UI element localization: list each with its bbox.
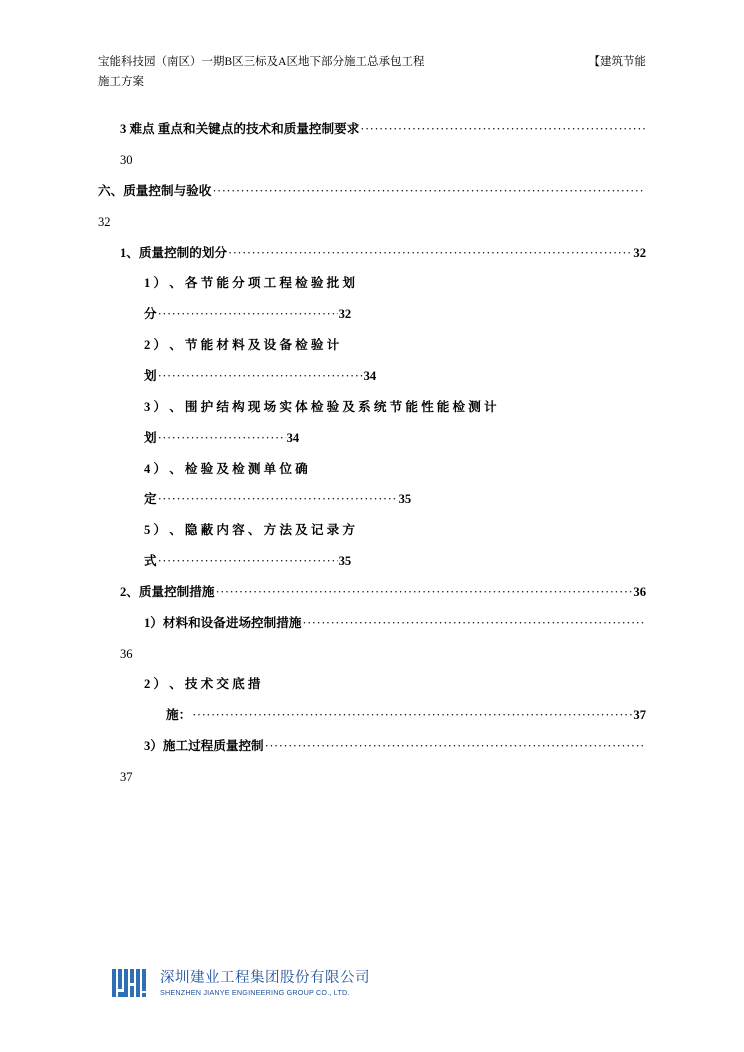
toc-entry[interactable] xyxy=(144,268,646,330)
toc-leader-dots xyxy=(192,700,632,731)
header-title-line2: 施工方案 xyxy=(98,76,144,89)
toc-entry-page: 37 xyxy=(633,708,646,723)
toc-entry-label: 1 ） 、 各 节 能 分 项 工 程 检 验 批 划 xyxy=(144,276,355,291)
footer-logo xyxy=(110,966,370,1000)
toc-entry-page: 34 xyxy=(363,369,377,383)
header-title xyxy=(98,52,424,92)
toc-entry-page: 32 xyxy=(633,245,646,260)
footer-company xyxy=(160,969,370,997)
toc-entry-page: 30 xyxy=(120,153,133,168)
toc-leader-dots xyxy=(215,577,632,608)
toc-entry[interactable] xyxy=(144,669,646,731)
toc-entry-page: 35 xyxy=(398,492,412,507)
toc-entry-label: 5 ） 、 隐 蔽 内 容 、 方 法 及 记 录 方 xyxy=(144,523,355,538)
company-logo-icon xyxy=(110,966,152,1000)
toc-entry-label: 3）施工过程质量控制 xyxy=(144,739,264,754)
footer-company-cn: 深圳建业工程集团股份有限公司 xyxy=(160,969,370,986)
toc-entry-label: 1、质量控制的划分 xyxy=(120,245,228,260)
toc-leader-dots xyxy=(302,608,645,639)
toc-entry-label-cont: 分 xyxy=(144,307,157,322)
toc-leader-dots xyxy=(158,361,363,392)
toc-entry-label: 2 ） 、 节 能 材 料 及 设 备 检 验 计 xyxy=(144,338,340,353)
toc-entry-label-cont: 施： xyxy=(166,708,192,723)
toc-entry-page: 36 xyxy=(633,584,646,599)
toc-entry-label-cont: 划 xyxy=(144,430,157,445)
toc-entry[interactable] xyxy=(144,515,646,577)
toc-entry-label: 4 ） 、 检 验 及 检 测 单 位 确 xyxy=(144,461,308,476)
toc-leader-dots xyxy=(158,546,338,577)
toc-leader-dots xyxy=(158,423,286,454)
toc-entry-page: 36 xyxy=(120,646,133,661)
header-title-line1: 宝能科技园（南区）一期B区三标及A区地下部分施工总承包工程 xyxy=(98,56,425,68)
page-content xyxy=(98,52,646,793)
toc-entry-page: 37 xyxy=(120,769,133,784)
toc-entry[interactable] xyxy=(144,392,646,454)
footer-company-en: SHENZHEN JIANYE ENGINEERING GROUP CO., LTD. xyxy=(160,987,350,997)
toc-entry[interactable] xyxy=(120,608,646,670)
toc-entry[interactable] xyxy=(120,577,646,608)
toc-entry-page: 32 xyxy=(98,214,111,229)
toc-entry-page: 34 xyxy=(286,430,300,445)
toc-entry-label: 2、质量控制措施 xyxy=(120,584,215,599)
toc-leader-dots xyxy=(265,731,645,762)
toc-entry[interactable] xyxy=(98,176,646,238)
toc-entry-label: 六、质量控制与验收 xyxy=(98,183,212,198)
toc-leader-dots xyxy=(158,484,398,515)
toc-entry[interactable] xyxy=(144,330,646,392)
toc-entry-label: 1）材料和设备进场控制措施 xyxy=(144,615,302,630)
toc-leader-dots xyxy=(360,114,645,145)
toc-entry-label-cont: 式 xyxy=(144,554,157,569)
toc-entry-label: 3 ） 、 围 护 结 构 现 场 实 体 检 验 及 系 统 节 能 性 能 检 测 计 xyxy=(144,399,497,414)
toc-entry-page: 32 xyxy=(338,307,352,322)
table-of-contents xyxy=(98,114,646,793)
toc-entry-label: 2 ） 、 技 术 交 底 措 xyxy=(144,677,261,692)
toc-leader-dots xyxy=(158,299,338,330)
header-section-tag: 【建筑节能 xyxy=(588,56,646,68)
toc-entry-label-cont: 定 xyxy=(144,492,157,507)
toc-entry[interactable] xyxy=(144,454,646,516)
toc-leader-dots xyxy=(228,238,632,269)
page-header xyxy=(98,52,646,92)
toc-entry[interactable] xyxy=(120,238,646,269)
toc-entry-label-cont: 划 xyxy=(144,369,157,383)
toc-entry[interactable] xyxy=(120,731,646,793)
toc-entry-page: 35 xyxy=(338,554,352,569)
toc-leader-dots xyxy=(212,176,645,207)
toc-entry-label: 3 难点 重点和关键点的技术和质量控制要求 xyxy=(120,122,360,137)
toc-entry[interactable] xyxy=(120,114,646,176)
